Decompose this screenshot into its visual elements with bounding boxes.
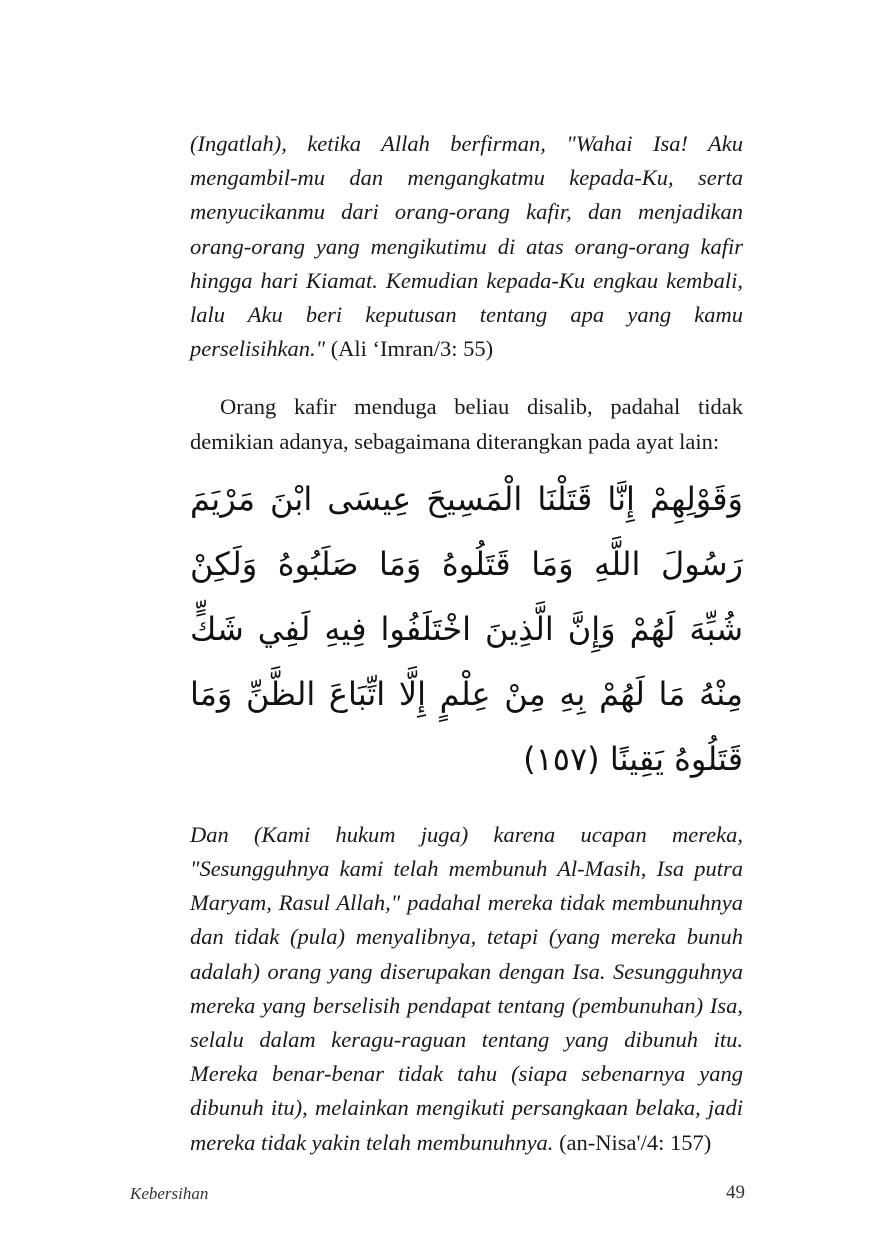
- verse-reference: (Ali ‘Imran/3: 55): [325, 336, 494, 362]
- narrative-paragraph: Orang kafir menduga beliau disalib, padahal tidak demikian adanya, sebagaimana diterangkan pada ayat lain:: [190, 394, 743, 454]
- page-body: [190, 127, 743, 1160]
- page-number: 49: [726, 1182, 745, 1203]
- translation-ali-imran-55: [190, 127, 743, 366]
- translation-an-nisa-157: [190, 818, 743, 1160]
- quote-text: Dan (Kami hukum juga) karena ucapan mereka, "Sesungguhnya kami telah membunuh Al-Masih, Isa putra Maryam, Rasul Allah," padahal mereka tidak membunuhnya dan tidak (pula) menyalibnya, tetapi (yang mereka bunuh adalah) orang yang diserupakan dengan Isa. Sesungguhnya mereka yang berselisih pendapat tentang (pembunuhan) Isa, selalu dalam keragu-raguan tentang yang dibunuh itu. Mereka benar-benar tidak tahu (siapa sebenarnya yang dibunuh itu), melainkan mengikuti persangkaan belaka, jadi mereka tidak yakin telah membunuhnya.: [190, 821, 743, 1155]
- arabic-verse-an-nisa-157: وَقَوْلِهِمْ إِنَّا قَتَلْنَا الْمَسِيحَ عِيسَى ابْنَ مَرْيَمَ رَسُولَ اللَّهِ وَمَا قَتَلُوهُ وَمَا صَلَبُوهُ وَلَكِنْ شُبِّهَ لَهُمْ وَإِنَّ الَّذِينَ اخْتَلَفُوا فِيهِ لَفِي شَكٍّ مِنْهُ مَا لَهُمْ بِهِ مِنْ عِلْمٍ إِلَّا اتِّبَاعَ الظَّنِّ وَمَا قَتَلُوهُ يَقِينًا (١٥٧): [190, 479, 743, 778]
- verse-reference: (an-Nisa'/4: 157): [553, 1129, 712, 1155]
- footer-chapter-title: Kebersihan: [130, 1184, 209, 1203]
- quote-text: (Ingatlah), ketika Allah berfirman, "Wahai Isa! Aku mengambil-mu dan mengangkatmu kepada-Ku, serta menyucikanmu dari orang-orang kafir, dan menjadikan orang-orang yang mengikutimu di atas orang-orang kafir hingga hari Kiamat. Kemudian kepada-Ku engkau kembali, lalu Aku beri keputusan tentang apa yang kamu perselisihkan.": [190, 131, 743, 362]
